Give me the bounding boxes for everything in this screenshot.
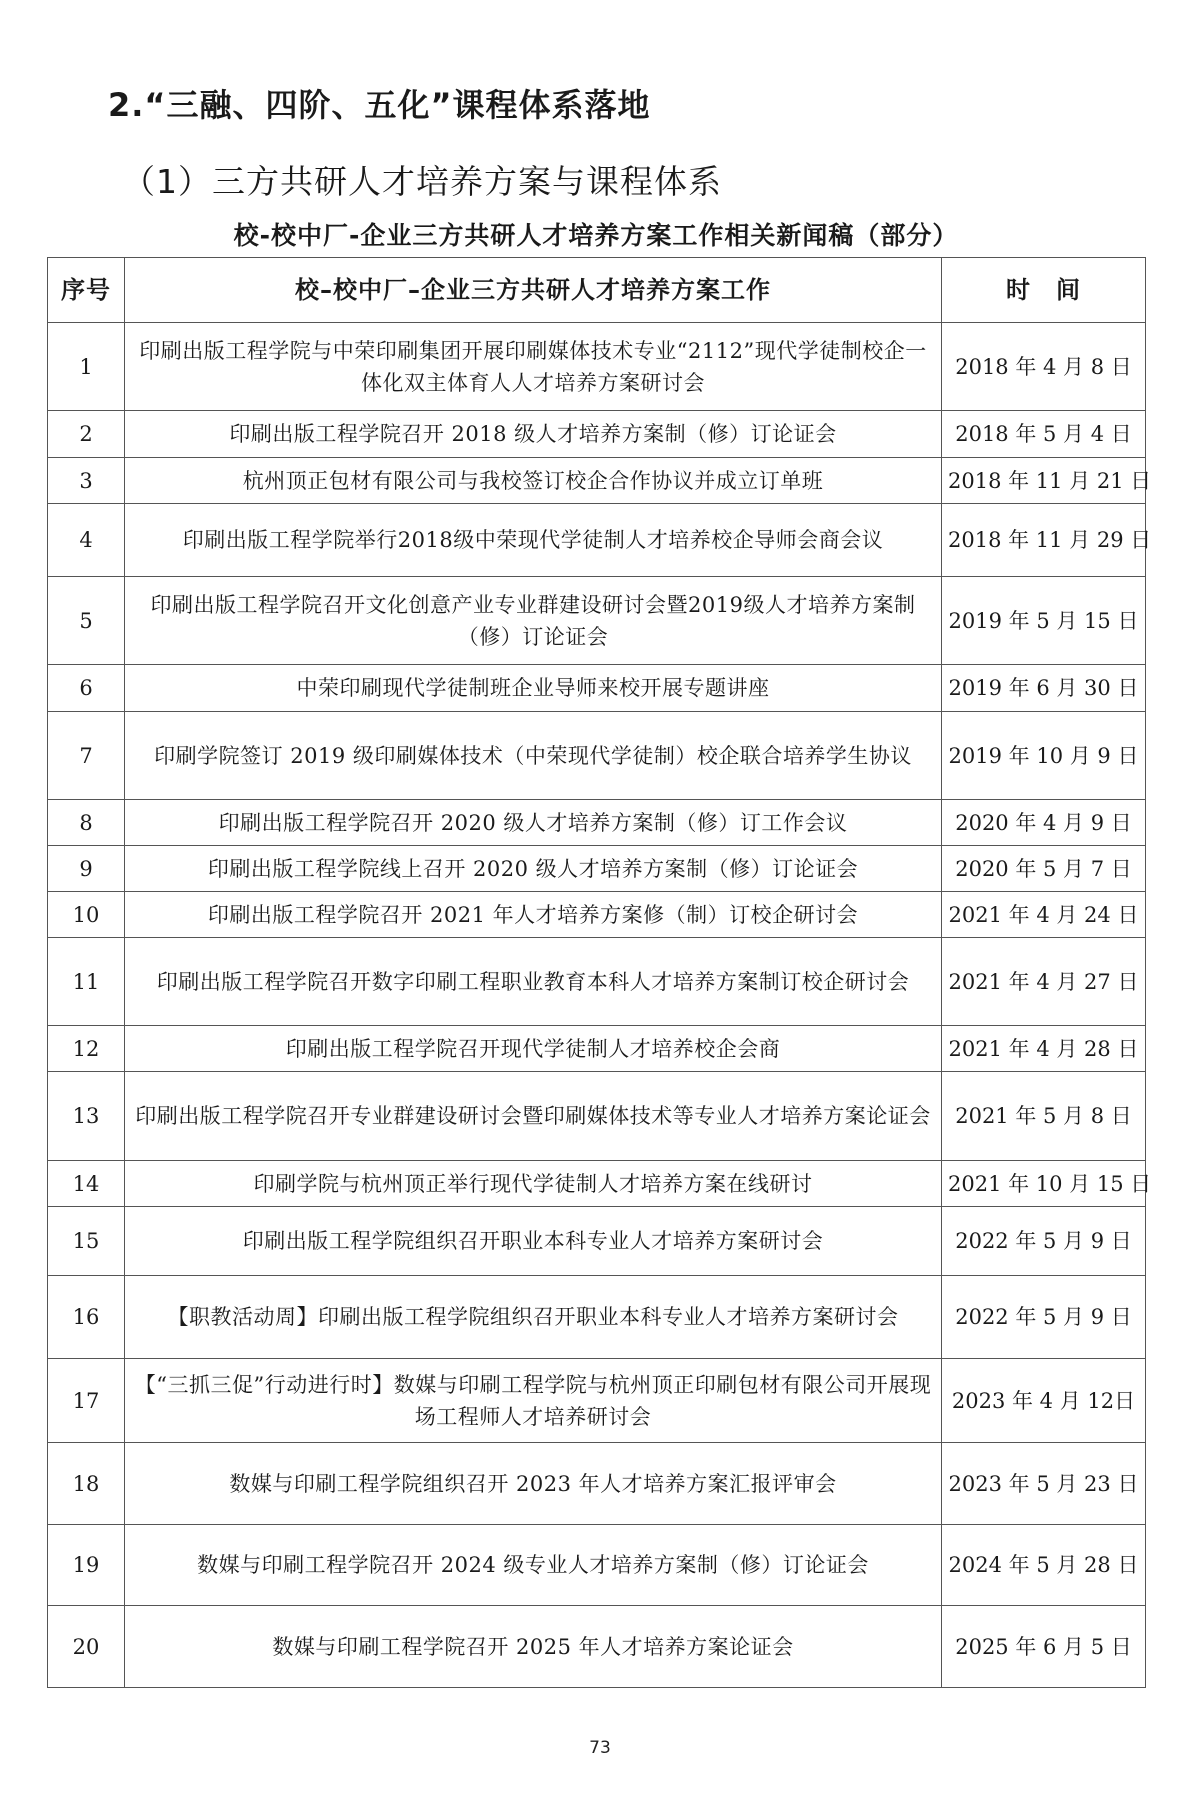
row-title: 印刷学院与杭州顶正举行现代学徒制人才培养方案在线研讨	[125, 1161, 942, 1207]
row-number: 8	[48, 800, 125, 846]
table-row	[48, 892, 1146, 938]
row-number: 9	[48, 846, 125, 892]
table-row	[48, 458, 1146, 504]
row-title: 印刷出版工程学院组织召开职业本科专业人才培养方案研讨会	[125, 1207, 942, 1276]
row-title: 印刷出版工程学院召开文化创意产业专业群建设研讨会暨2019级人才培养方案制（修）订论证会	[125, 577, 942, 665]
row-date: 2018 年 11 月 29 日	[942, 504, 1146, 577]
row-date: 2020 年 5 月 7 日	[942, 846, 1146, 892]
row-number: 18	[48, 1443, 125, 1525]
row-title: 印刷出版工程学院召开现代学徒制人才培养校企会商	[125, 1026, 942, 1072]
row-title: 【“三抓三促”行动进行时】数媒与印刷工程学院与杭州顶正印刷包材有限公司开展现场工程师人才培养研讨会	[125, 1359, 942, 1443]
row-number: 5	[48, 577, 125, 665]
row-title: 印刷出版工程学院召开专业群建设研讨会暨印刷媒体技术等专业人才培养方案论证会	[125, 1072, 942, 1161]
row-date: 2019 年 10 月 9 日	[942, 712, 1146, 800]
row-title: 印刷出版工程学院线上召开 2020 级人才培养方案制（修）订论证会	[125, 846, 942, 892]
row-date: 2025 年 6 月 5 日	[942, 1606, 1146, 1688]
row-number: 7	[48, 712, 125, 800]
table-row	[48, 411, 1146, 458]
row-date: 2020 年 4 月 9 日	[942, 800, 1146, 846]
row-number: 17	[48, 1359, 125, 1443]
row-title: 印刷出版工程学院召开 2018 级人才培养方案制（修）订论证会	[125, 411, 942, 458]
table-row	[48, 1359, 1146, 1443]
row-title: 杭州顶正包材有限公司与我校签订校企合作协议并成立订单班	[125, 458, 942, 504]
row-number: 1	[48, 323, 125, 411]
row-title: 印刷学院签订 2019 级印刷媒体技术（中荣现代学徒制）校企联合培养学生协议	[125, 712, 942, 800]
table-row	[48, 1072, 1146, 1161]
row-number: 11	[48, 938, 125, 1026]
table-row	[48, 712, 1146, 800]
row-number: 3	[48, 458, 125, 504]
row-date: 2023 年 4 月 12日	[942, 1359, 1146, 1443]
table-row	[48, 1525, 1146, 1606]
row-date: 2018 年 11 月 21 日	[942, 458, 1146, 504]
table-caption: 校-校中厂-企业三方共研人才培养方案工作相关新闻稿（部分）	[233, 221, 959, 250]
row-date: 2019 年 5 月 15 日	[942, 577, 1146, 665]
row-number: 15	[48, 1207, 125, 1276]
row-title: 中荣印刷现代学徒制班企业导师来校开展专题讲座	[125, 665, 942, 712]
row-number: 2	[48, 411, 125, 458]
row-date: 2021 年 4 月 28 日	[942, 1026, 1146, 1072]
table-row	[48, 1443, 1146, 1525]
table-row	[48, 504, 1146, 577]
row-date: 2018 年 4 月 8 日	[942, 323, 1146, 411]
subsection-heading: （1）三方共研人才培养方案与课程体系	[122, 162, 722, 201]
header-time: 时 间	[942, 258, 1146, 323]
table-row	[48, 938, 1146, 1026]
row-number: 20	[48, 1606, 125, 1688]
section-heading: 2.“三融、四阶、五化”课程体系落地	[108, 86, 651, 124]
row-number: 12	[48, 1026, 125, 1072]
table-row	[48, 800, 1146, 846]
row-title: 数媒与印刷工程学院召开 2025 年人才培养方案论证会	[125, 1606, 942, 1688]
row-number: 16	[48, 1276, 125, 1359]
table-header-row	[48, 258, 1146, 323]
table-row	[48, 1606, 1146, 1688]
row-number: 13	[48, 1072, 125, 1161]
row-title: 印刷出版工程学院召开 2020 级人才培养方案制（修）订工作会议	[125, 800, 942, 846]
row-title: 【职教活动周】印刷出版工程学院组织召开职业本科专业人才培养方案研讨会	[125, 1276, 942, 1359]
row-title: 数媒与印刷工程学院召开 2024 级专业人才培养方案制（修）订论证会	[125, 1525, 942, 1606]
header-work: 校–校中厂–企业三方共研人才培养方案工作	[125, 258, 942, 323]
row-title: 印刷出版工程学院召开数字印刷工程职业教育本科人才培养方案制订校企研讨会	[125, 938, 942, 1026]
row-number: 19	[48, 1525, 125, 1606]
row-date: 2023 年 5 月 23 日	[942, 1443, 1146, 1525]
row-date: 2022 年 5 月 9 日	[942, 1207, 1146, 1276]
row-date: 2019 年 6 月 30 日	[942, 665, 1146, 712]
page-number: 73	[589, 1738, 611, 1758]
row-date: 2018 年 5 月 4 日	[942, 411, 1146, 458]
table-row	[48, 1161, 1146, 1207]
news-table	[47, 257, 1152, 1688]
header-index: 序号	[48, 258, 125, 323]
row-title: 印刷出版工程学院召开 2021 年人才培养方案修（制）订校企研讨会	[125, 892, 942, 938]
table-row	[48, 1207, 1146, 1276]
table-row	[48, 323, 1146, 411]
row-number: 14	[48, 1161, 125, 1207]
row-title: 印刷出版工程学院举行2018级中荣现代学徒制人才培养校企导师会商会议	[125, 504, 942, 577]
row-title: 数媒与印刷工程学院组织召开 2023 年人才培养方案汇报评审会	[125, 1443, 942, 1525]
row-title: 印刷出版工程学院与中荣印刷集团开展印刷媒体技术专业“2112”现代学徒制校企一体化双主体育人人才培养方案研讨会	[125, 323, 942, 411]
table-row	[48, 846, 1146, 892]
row-date: 2022 年 5 月 9 日	[942, 1276, 1146, 1359]
row-date: 2021 年 4 月 27 日	[942, 938, 1146, 1026]
table-row	[48, 577, 1146, 665]
row-date: 2024 年 5 月 28 日	[942, 1525, 1146, 1606]
row-number: 4	[48, 504, 125, 577]
row-date: 2021 年 10 月 15 日	[942, 1161, 1146, 1207]
row-number: 10	[48, 892, 125, 938]
row-number: 6	[48, 665, 125, 712]
table-row	[48, 1026, 1146, 1072]
row-date: 2021 年 5 月 8 日	[942, 1072, 1146, 1161]
row-date: 2021 年 4 月 24 日	[942, 892, 1146, 938]
table-row	[48, 665, 1146, 712]
table-row	[48, 1276, 1146, 1359]
